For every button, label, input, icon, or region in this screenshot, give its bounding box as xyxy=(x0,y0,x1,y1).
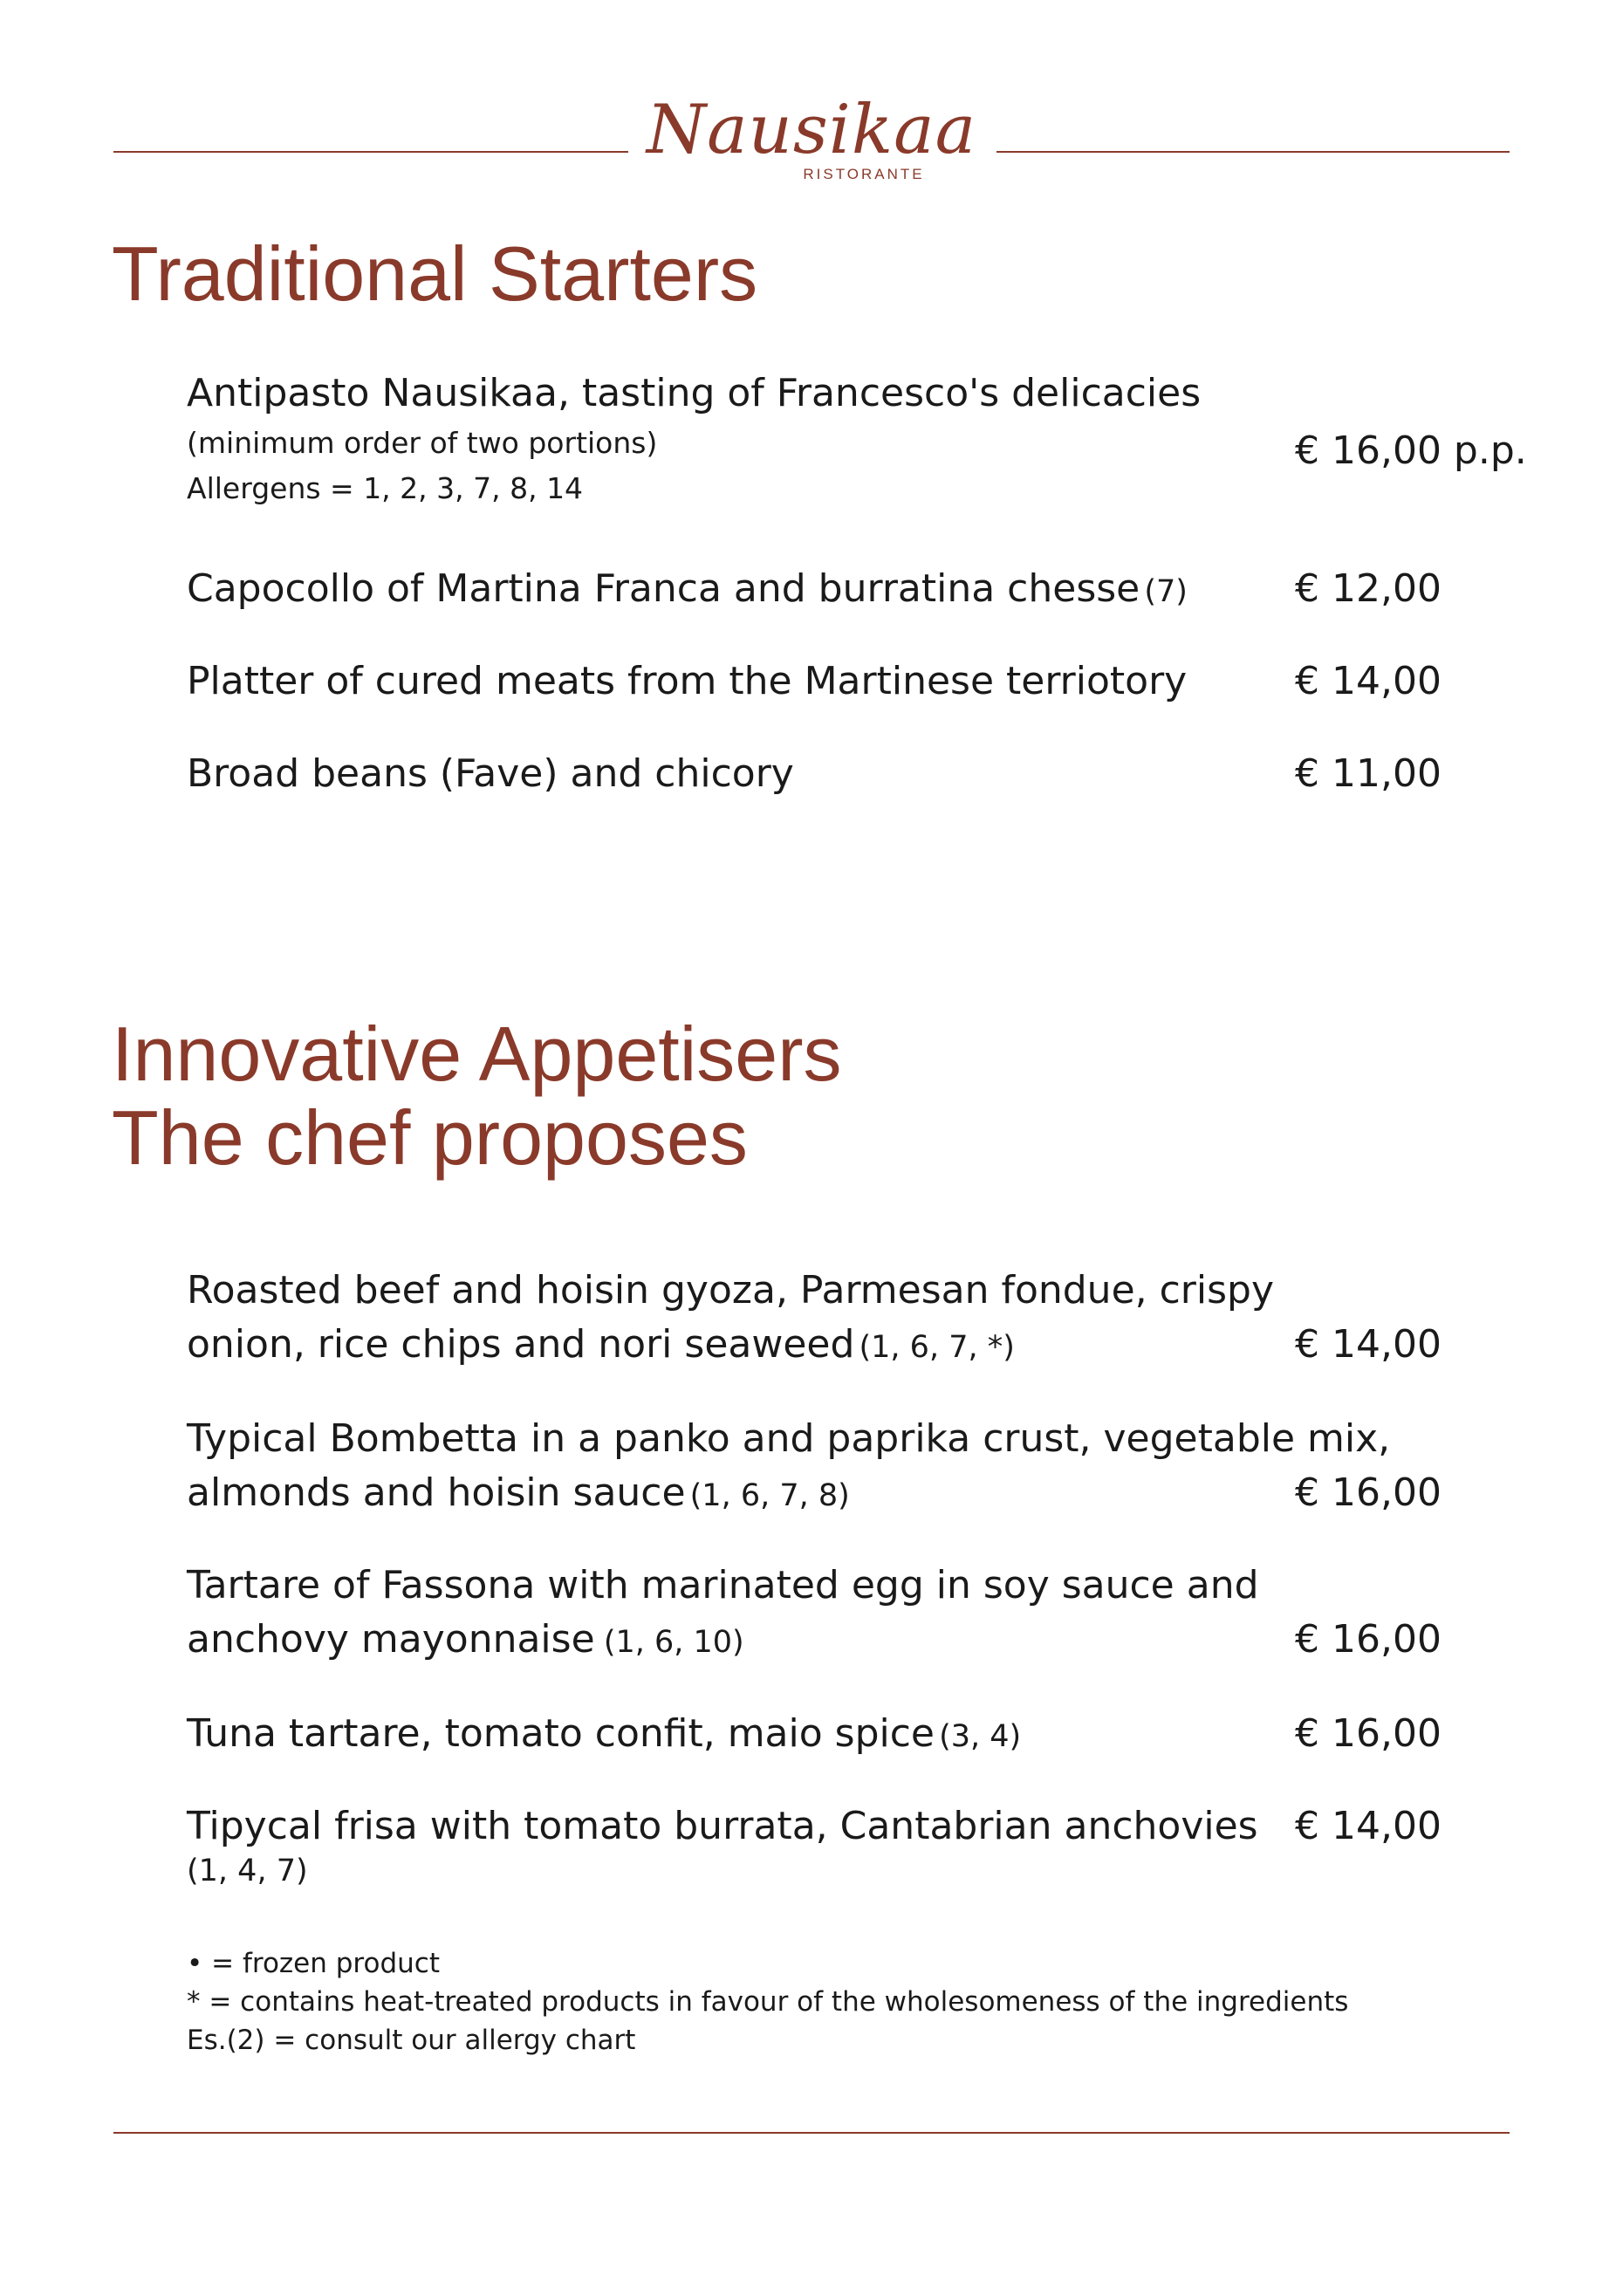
menu-item-name-cont: onion, rice chips and nori seaweed xyxy=(187,1322,855,1367)
footer-rule xyxy=(113,2132,1510,2134)
menu-item-allergens: (1, 6, 7, *) xyxy=(859,1330,1015,1365)
restaurant-logo xyxy=(646,91,977,183)
menu-item-name: Antipasto Nausikaa, tasting of Francesco's delicacies xyxy=(187,371,1202,415)
header-rule-right xyxy=(996,151,1510,153)
menu-item-name: Platter of cured meats from the Martinese terriotory xyxy=(187,659,1188,703)
menu-item-price: € 14,00 xyxy=(1295,1322,1442,1367)
menu-item-allergens: (3, 4) xyxy=(939,1719,1022,1754)
menu-item-price: € 16,00 p.p. xyxy=(1295,428,1527,473)
menu-item-price: € 14,00 xyxy=(1295,1804,1442,1848)
footnote-frozen: • = frozen product xyxy=(187,1948,440,1979)
section-subtitle-chef-proposes: The chef proposes xyxy=(112,1094,748,1181)
logo-tagline: RISTORANTE xyxy=(803,166,925,182)
menu-item-name: Tipycal frisa with tomato burrata, Cantabrian anchovies xyxy=(187,1804,1258,1848)
menu-item-name: Tuna tartare, tomato confit, maio spice xyxy=(187,1711,935,1756)
menu-item-allergens: (7) xyxy=(1144,574,1188,609)
menu-item-price: € 11,00 xyxy=(1295,751,1442,796)
menu-item-allergens: Allergens = 1, 2, 3, 7, 8, 14 xyxy=(187,471,584,505)
menu-item-price: € 16,00 xyxy=(1295,1470,1442,1515)
menu-item-name: Typical Bombetta in a panko and paprika crust, vegetable mix, xyxy=(187,1416,1391,1461)
menu-item-price: € 12,00 xyxy=(1295,566,1442,611)
section-title-traditional-starters: Traditional Starters xyxy=(112,230,758,317)
menu-item-allergens: (1, 6, 10) xyxy=(603,1625,744,1660)
footnotes xyxy=(187,1944,1348,2060)
menu-item-price: € 14,00 xyxy=(1295,659,1442,703)
menu-item-allergens: (1, 4, 7) xyxy=(187,1854,308,1888)
menu-item-name: Broad beans (Fave) and chicory xyxy=(187,751,794,796)
logo-name: Nausikaa xyxy=(646,91,977,169)
menu-item-note: (minimum order of two portions) xyxy=(187,426,658,460)
section-title-innovative-appetisers: Innovative Appetisers xyxy=(112,1011,842,1097)
menu-item-name: Roasted beef and hoisin gyoza, Parmesan fondue, crispy xyxy=(187,1268,1275,1312)
menu-item-allergens: (1, 6, 7, 8) xyxy=(689,1478,850,1513)
menu-item-name: Tartare of Fassona with marinated egg in soy sauce and xyxy=(187,1563,1259,1607)
menu-item-name-cont: almonds and hoisin sauce xyxy=(187,1470,686,1515)
menu-item-price: € 16,00 xyxy=(1295,1711,1442,1756)
menu-item-name: Capocollo of Martina Franca and burratina chesse xyxy=(187,566,1140,611)
menu-item xyxy=(187,1799,1286,1888)
header-rule-left xyxy=(113,151,628,153)
menu-item-name-cont: anchovy mayonnaise xyxy=(187,1617,595,1662)
footnote-allergy-chart: Es.(2) = consult our allergy chart xyxy=(187,2025,636,2056)
menu-item-price: € 16,00 xyxy=(1295,1617,1442,1662)
footnote-heat-treated: * = contains heat-treated products in favour of the wholesomeness of the ingredients xyxy=(187,1986,1349,2018)
